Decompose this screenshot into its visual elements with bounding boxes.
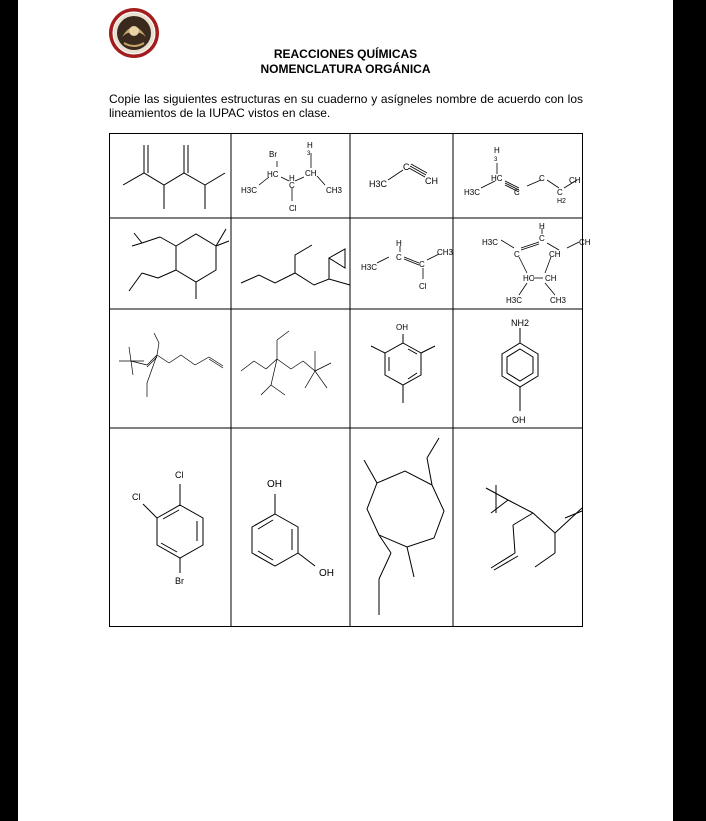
r1c4-c1: C — [514, 188, 520, 197]
r1c4-hc: HC — [491, 174, 503, 183]
r2c3-ch3: CH3 — [437, 248, 454, 257]
document-page — [18, 0, 673, 821]
structure-r2c3 — [377, 246, 439, 279]
r3c3-oh: OH — [396, 323, 408, 332]
r1c4-h3b: 3 — [494, 157, 498, 163]
grid-lines — [109, 133, 583, 627]
r1c2-hc: HC — [267, 170, 279, 179]
r1c2-h3c: H3C — [241, 186, 258, 195]
r2c4-h3c: H3C — [482, 238, 499, 247]
r3c4-oh: OH — [512, 415, 526, 425]
r2c3-h3c: H3C — [361, 263, 378, 272]
r1c2-h: H — [289, 174, 295, 183]
structure-r2c1 — [129, 229, 229, 299]
r2c3-c2: C — [419, 260, 425, 269]
r2c4-ch: CH — [579, 238, 591, 247]
r4c1-cl2: Cl — [132, 492, 141, 502]
r4c2-oh1: OH — [267, 479, 282, 490]
structure-r4c2 — [252, 494, 315, 566]
r1c2-br: Br — [269, 150, 277, 159]
page-title: REACCIONES QUÍMICAS — [273, 47, 418, 61]
r1c4-h3c: H3C — [464, 188, 481, 197]
structure-r1c2-labels — [241, 141, 343, 213]
r1c4-h3a: H — [494, 146, 500, 155]
r2c4-hc: HC — [523, 274, 535, 283]
structures-grid — [109, 133, 591, 627]
instructions-text: Copie las siguientes estructuras en su cuaderno y asígneles nombre de acuerdo con los lineamientos de la IUPAC vistos en clase. — [109, 92, 583, 120]
r1c4-h2: H2 — [557, 198, 566, 205]
r1c2-cl: Cl — [289, 204, 297, 213]
r2c4-c1: C — [539, 234, 545, 243]
r1c3-h3c: H3C — [369, 179, 388, 189]
structure-r3c4 — [502, 328, 538, 411]
r2c3-cl: Cl — [419, 282, 427, 291]
r1c2-h3a: H — [307, 141, 313, 150]
r2c4-ch3: CH — [545, 274, 557, 283]
r2c4-c2: C — [514, 250, 520, 259]
structure-r2c2 — [241, 245, 350, 285]
r2c4-h3c2: H3C — [506, 296, 523, 305]
r2c3-c1: C — [396, 253, 402, 262]
r1c4-ch2: C — [557, 188, 563, 197]
r2c4-ch3b: CH3 — [550, 296, 567, 305]
r1c2-h3b: 3 — [307, 151, 311, 157]
r2c4-ch2: CH — [549, 250, 561, 259]
r2c3-h: H — [396, 239, 402, 248]
structure-r3c2 — [241, 331, 331, 395]
r3c4-nh2: NH2 — [511, 318, 530, 328]
structure-r1c1 — [123, 145, 225, 209]
r4c2-oh2: OH — [319, 568, 334, 579]
structure-r4c3 — [364, 438, 444, 615]
structure-r4c4 — [486, 485, 582, 570]
r1c2-ch: CH — [305, 169, 317, 178]
page-subtitle: NOMENCLATURA ORGÁNICA — [260, 62, 431, 76]
r1c3-ch: CH — [425, 176, 438, 186]
structure-r3c1 — [119, 333, 223, 397]
structure-r3c3 — [371, 334, 435, 403]
r1c2-ch3: CH3 — [326, 186, 343, 195]
r4c1-br: Br — [175, 576, 184, 586]
r2c4-h: H — [539, 222, 545, 231]
r1c2-c: C — [289, 181, 295, 190]
r1c4-ch: CH — [569, 176, 581, 185]
r1c3-c: C — [403, 162, 410, 172]
r1c4-c2: C — [539, 174, 545, 183]
r4c1-cl1: Cl — [175, 470, 184, 480]
structure-r4c1 — [143, 484, 203, 573]
